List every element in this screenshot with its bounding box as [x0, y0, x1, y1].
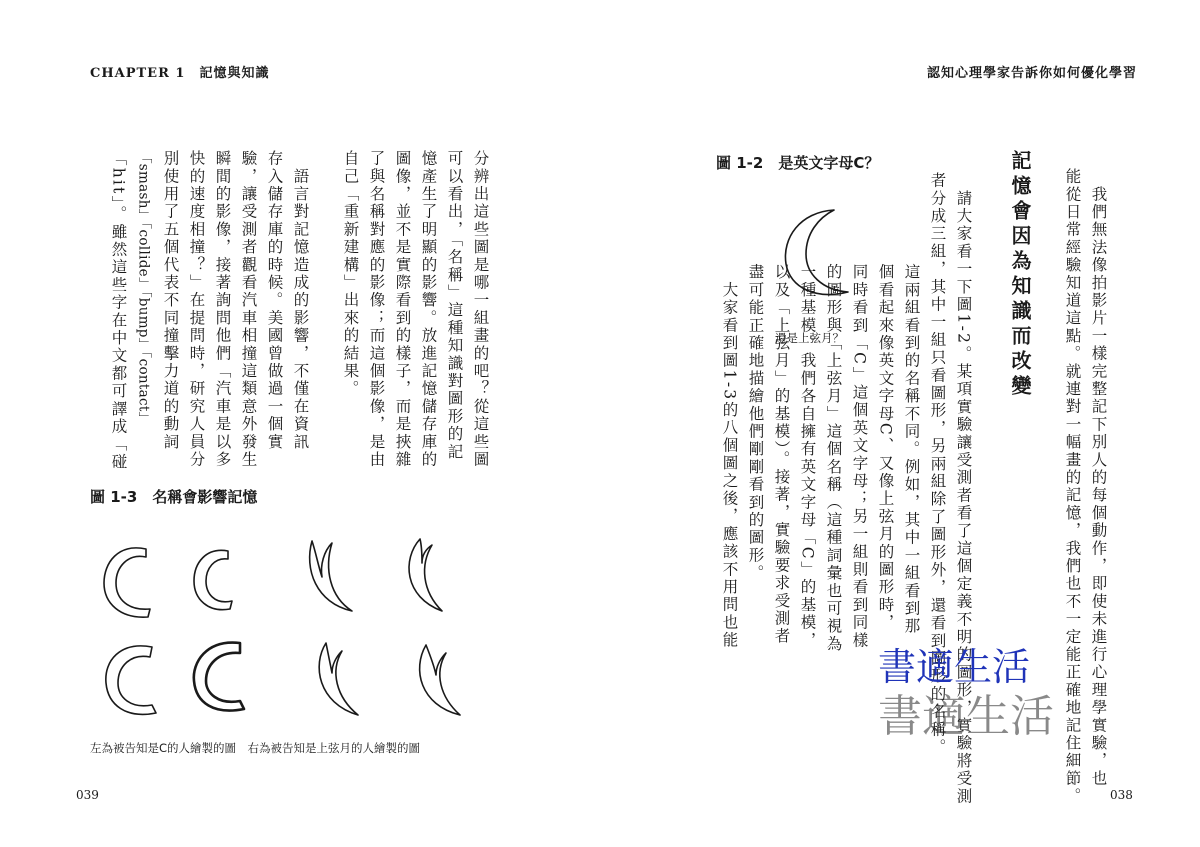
right-text-column: 的圖形與「上弦月」這個名稱（這種詞彙也可視為 — [824, 122, 843, 653]
left-text-column: 憶產生了明顯的影響。放進記憶儲存庫的 — [419, 150, 438, 469]
left-page-number: 039 — [76, 788, 99, 802]
left-text-column: 自己「重新建構」出來的結果。 — [341, 150, 360, 398]
watermark-primary: 書適生活 — [878, 645, 1031, 689]
drawing-c-3 — [106, 646, 156, 714]
left-text-column: 分辨出這些圖是哪一組畫的吧？從這些圖 — [471, 150, 490, 469]
left-text-column: 存入儲存庫的時候。美國曾做過一個實 — [265, 150, 284, 451]
left-running-header: CHAPTER 1 記憶與知識 — [90, 66, 270, 81]
drawing-c-2 — [194, 550, 232, 609]
left-text-column: 別使用了五個代表不同撞擊力道的動詞 — [161, 150, 180, 451]
right-text-column: 我們無法像拍影片一樣完整記下別人的每個動作，即使未進行心理學實驗，也 — [1089, 168, 1108, 788]
figure-1-2-drawing — [770, 200, 880, 310]
right-text-column: 個看起來像英文字母C、又像上弦月的圖形時， — [876, 122, 895, 632]
right-text-column: 同時看到「C」這個英文字母；另一組則看到同樣 — [850, 122, 869, 650]
drawing-c-1 — [104, 548, 150, 617]
figure-1-3-title: 圖 1-3 名稱會影響記憶 — [90, 488, 258, 506]
right-text-column: 請大家看一下圖1-2。某項實驗讓受測者看了這個定義不明的圖形，實驗將受測 — [954, 172, 973, 806]
right-text-column: 一種基模。我們各自擁有英文字母「C」的基模， — [798, 122, 817, 650]
right-running-header: 認知心理學家告訴你如何優化學習 — [927, 66, 1138, 81]
left-text-column: 「smash」「collide」「bump」「contact」 — [135, 150, 152, 426]
figure-1-2-title: 圖 1-2 是英文字母C？ — [716, 154, 880, 172]
left-text-column: 了與名稱對應的影像；而這個影像，是由 — [367, 150, 386, 469]
section-title: 記憶會因為知識而改變 — [1008, 150, 1032, 400]
right-text-column: 者分成三組，其中一組只看圖形，另兩組除了圖形外，還看到圖形的名稱。 — [928, 172, 947, 757]
drawing-c-4 — [194, 643, 244, 711]
drawing-moon-2 — [409, 539, 442, 611]
watermark-shadow: 書適生活 — [878, 691, 1054, 742]
right-text-column: 以及「上弦月」的基模）。接著，實驗要求受測者 — [772, 122, 791, 646]
right-text-column: 能從日常經驗知道這點。就連對一幅畫的記憶，我們也不一定能正確地記住細節。 — [1063, 168, 1082, 806]
left-text-column: 可以看出，「名稱」這種知識對圖形的記 — [445, 150, 464, 461]
left-text-column: 快的速度相撞？」在提問時，研究人員分 — [187, 150, 206, 469]
left-text-column: 驗，讓受測者觀看汽車相撞這類意外發生 — [239, 150, 258, 469]
right-page-number: 038 — [1110, 788, 1133, 802]
ambiguous-shape — [785, 210, 848, 294]
right-text-column: 這兩組看到的名稱不同。例如，其中一組看到那 — [902, 122, 921, 636]
figure-1-3-drawings — [90, 525, 490, 725]
drawing-moon-1 — [310, 541, 352, 611]
figure-1-2-caption: 還是上弦月？ — [775, 331, 844, 345]
figure-1-3-caption: 左為被告知是C的人繪製的圖 右為被告知是上弦月的人繪製的圖 — [90, 741, 421, 755]
left-text-column: 圖像，並不是實際看到的樣子，而是挾雜 — [393, 150, 412, 469]
left-text-column: 瞬間的影像，接著詢問他們「汽車是以多 — [213, 150, 232, 469]
left-text-column: 「hit」。雖然這些字在中文都可譯成「碰 — [109, 150, 128, 471]
drawing-moon-3 — [319, 643, 358, 715]
left-text-column: 語言對記憶造成的影響，不僅在資訊 — [291, 150, 310, 451]
right-text-column: 大家看到圖1-3的八個圖之後，應該不用問也能 — [720, 122, 739, 650]
right-text-column: 盡可能正確地描繪他們剛剛看到的圖形。 — [746, 122, 765, 583]
drawing-moon-4 — [420, 645, 460, 715]
